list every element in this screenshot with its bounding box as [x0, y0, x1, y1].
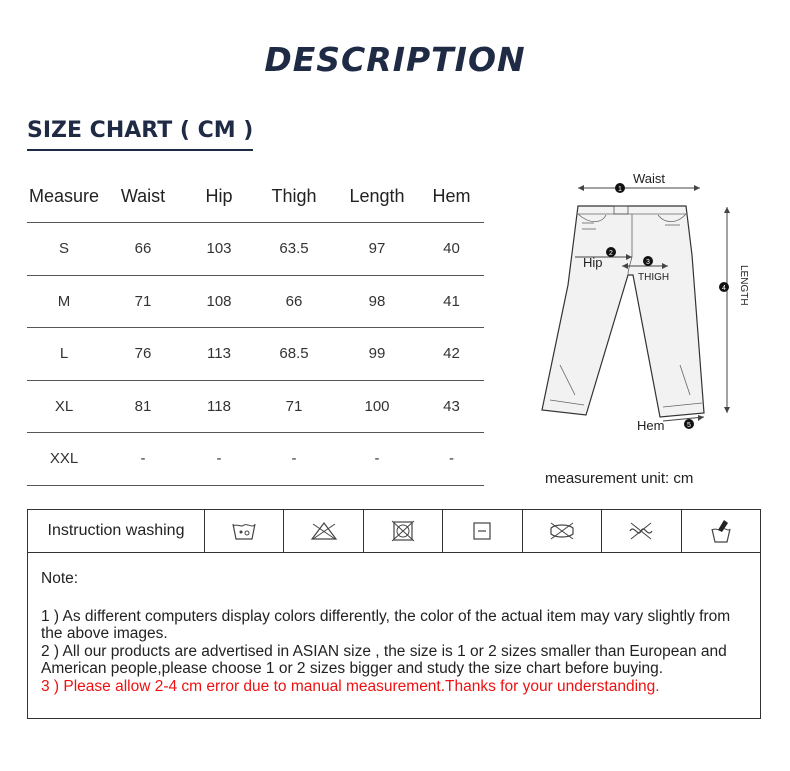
table-header-row: [27, 170, 484, 223]
washing-label: Instruction washing: [28, 510, 205, 552]
wash-30-icon: [205, 510, 284, 552]
hem-cell: -: [449, 450, 454, 468]
hip-label: Hip: [583, 255, 603, 270]
size-table: [27, 170, 484, 486]
header-hip: Hip: [205, 185, 233, 206]
thigh-label: THIGH: [638, 272, 670, 283]
waist-cell: 66: [134, 240, 152, 258]
notes-title: Note:: [41, 570, 79, 587]
length-cell: -: [374, 450, 380, 468]
thigh-cell: 63.5: [279, 240, 309, 258]
pants-outline: [542, 206, 704, 417]
svg-text:3: 3: [646, 259, 650, 266]
note-line-2: 2 ) All our products are advertised in ASIAN size , the size is 1 or 2 sizes smaller than European and American people,please choose 1 or 2 sizes bigger and study the size chart before buying.: [41, 642, 727, 677]
table-row: [27, 381, 484, 434]
size-cell: XXL: [49, 450, 79, 468]
svg-text:1: 1: [618, 186, 622, 193]
hem-cell: 40: [443, 240, 460, 258]
hem-cell: 42: [443, 345, 460, 363]
no-bleach-icon: [284, 510, 363, 552]
no-dry-clean-icon: [602, 510, 681, 552]
hip-cell: 108: [206, 292, 232, 310]
washing-instructions: [27, 509, 761, 553]
hip-cell: 118: [207, 397, 231, 415]
hem-cell: 43: [443, 397, 460, 415]
pants-measurement-diagram: [520, 165, 770, 435]
header-hem: Hem: [432, 185, 471, 206]
page-title: DESCRIPTION: [264, 40, 526, 79]
notes-panel: [27, 553, 761, 719]
table-row: [27, 276, 484, 329]
header-thigh: Thigh: [271, 185, 317, 206]
waist-cell: 71: [134, 292, 152, 310]
size-cell: L: [59, 345, 69, 363]
length-cell: 99: [368, 345, 386, 363]
svg-text:4: 4: [722, 285, 726, 292]
size-cell: XL: [54, 397, 74, 415]
hip-cell: 103: [206, 240, 232, 258]
size-cell: M: [57, 292, 71, 310]
length-cell: 98: [368, 292, 386, 310]
hem-cell: 41: [443, 292, 460, 310]
dry-flat-icon: [443, 510, 522, 552]
table-row: [27, 433, 484, 486]
no-wring-icon: [523, 510, 602, 552]
table-row: [27, 328, 484, 381]
hip-cell: -: [216, 450, 222, 468]
size-cell: S: [58, 240, 69, 258]
hem-label: Hem: [637, 418, 665, 433]
waist-cell: 76: [134, 345, 152, 363]
thigh-cell: 68.5: [279, 345, 309, 363]
note-line-1: 1 ) As different computers display colors differently, the color of the actual item may vary slightly from the above images.: [41, 607, 731, 642]
hand-wash-icon: [682, 510, 760, 552]
header-waist: Waist: [120, 185, 166, 206]
waist-cell: -: [140, 450, 146, 468]
measurement-unit-note: measurement unit: cm: [545, 470, 694, 487]
header-measure: Measure: [28, 185, 100, 206]
no-tumble-dry-icon: [364, 510, 443, 552]
length-cell: 97: [368, 240, 386, 258]
svg-text:2: 2: [609, 250, 613, 257]
thigh-cell: 71: [285, 397, 303, 415]
size-chart-heading: SIZE CHART ( CM ): [27, 118, 253, 151]
thigh-cell: -: [291, 450, 297, 468]
waist-label: Waist: [633, 171, 666, 186]
hip-cell: 113: [207, 345, 231, 363]
length-cell: 100: [364, 397, 390, 415]
header-length: Length: [349, 185, 405, 206]
length-label: LENGTH: [738, 265, 749, 306]
table-row: [27, 223, 484, 276]
note-line-3: 3 ) Please allow 2-4 cm error due to manual measurement.Thanks for your understanding.: [41, 677, 660, 695]
svg-text:5: 5: [687, 422, 691, 429]
waist-cell: 81: [134, 397, 152, 415]
thigh-cell: 66: [285, 292, 303, 310]
